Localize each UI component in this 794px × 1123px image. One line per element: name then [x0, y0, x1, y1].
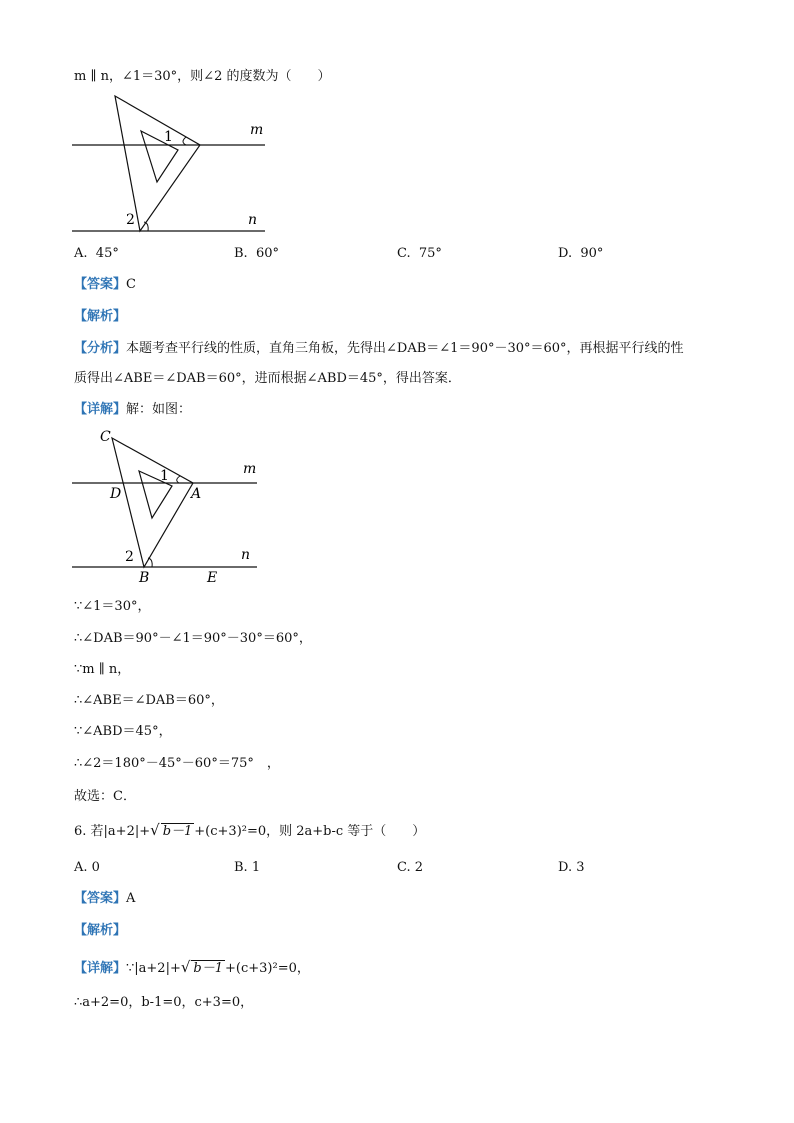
step-1: ∵∠1＝30°，	[74, 599, 151, 614]
angle-1-arc	[183, 137, 186, 145]
q6-detail: 【详解】∵|a+2|+√ b－1 +(c+3)²=0，	[74, 958, 310, 976]
q6-analysis-tag: 【解析】	[74, 923, 127, 938]
q5-figure	[60, 90, 280, 240]
label-D: D	[110, 486, 122, 502]
label-A: A	[191, 486, 202, 502]
q5-solution-figure	[60, 425, 280, 585]
step-3: ∵m ∥ n，	[74, 662, 131, 677]
q6-option-d[interactable]: D. 3	[558, 860, 585, 875]
label-2: 2	[125, 549, 134, 565]
q5-option-b[interactable]: B. 60°	[234, 246, 279, 261]
label-1: 1	[164, 129, 173, 145]
q6-answer: 【答案】A	[74, 891, 136, 906]
angle-1-arc	[177, 476, 180, 483]
q5-stem: m ∥ n，∠1＝30°，则∠2 的度数为（ ）	[74, 69, 331, 84]
label-n: n	[241, 547, 251, 563]
label-n: n	[248, 212, 258, 228]
q5-answer: 【答案】C	[74, 277, 136, 292]
q5-option-c[interactable]: C. 75°	[397, 246, 442, 261]
q6-step-2: ∴a+2=0，b-1=0，c+3=0，	[74, 995, 254, 1010]
label-C: C	[100, 429, 111, 445]
q5-option-d[interactable]: D. 90°	[558, 246, 604, 261]
step-6: ∴∠2＝180°－45°－60°＝75° ，	[74, 756, 280, 771]
conclusion: 故选：C．	[74, 789, 136, 804]
q5-analysis-tag: 【解析】	[74, 309, 127, 324]
step-2: ∴∠DAB＝90°－∠1＝90°－30°＝60°，	[74, 631, 312, 646]
step-4: ∴∠ABE＝∠DAB＝60°，	[74, 693, 224, 708]
q5-fenxi-1: 【分析】本题考查平行线的性质，直角三角板，先得出∠DAB＝∠1＝90°－30°＝60°，再根据平行线的性	[74, 341, 684, 356]
q5-fenxi-2: 质得出∠ABE＝∠DAB＝60°，进而根据∠ABD＝45°，得出答案．	[74, 371, 461, 386]
triangle-outer	[115, 96, 200, 231]
label-1: 1	[160, 468, 169, 484]
label-m: m	[243, 461, 257, 477]
q5-detail: 【详解】解：如图：	[74, 402, 192, 417]
triangle-outer	[112, 438, 193, 567]
label-B: B	[139, 570, 150, 586]
q6-option-b[interactable]: B. 1	[234, 860, 261, 875]
label-E: E	[207, 570, 218, 586]
q6-option-a[interactable]: A. 0	[74, 860, 100, 875]
q6-stem: 6. 若|a+2|+√ b－1 +(c+3)²=0，则 2a+b-c 等于（ ）	[74, 821, 426, 839]
label-2: 2	[126, 212, 135, 228]
q5-option-a[interactable]: A. 45°	[74, 246, 119, 261]
q6-option-c[interactable]: C. 2	[397, 860, 424, 875]
step-5: ∵∠ABD＝45°，	[74, 724, 172, 739]
label-m: m	[250, 122, 264, 138]
